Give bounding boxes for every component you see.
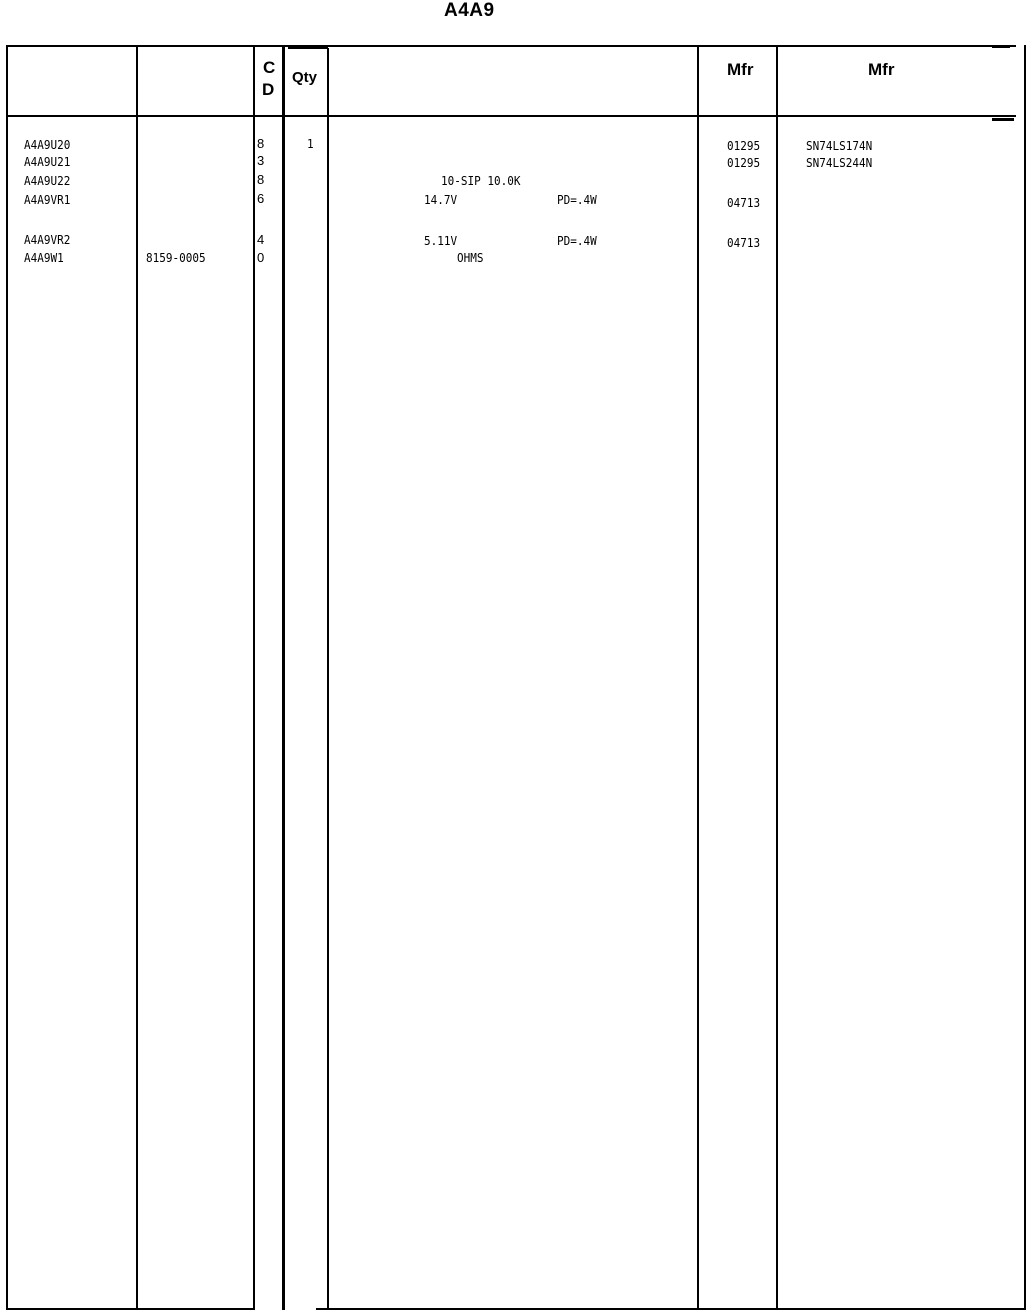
header-mfr-code: Mfr bbox=[727, 60, 754, 79]
part-number: 8159-0005 bbox=[146, 250, 206, 265]
check-digit: 6 bbox=[257, 191, 265, 206]
column-divider bbox=[253, 45, 255, 1310]
description: 5.11V bbox=[424, 233, 458, 248]
mfr-code: 04713 bbox=[727, 196, 761, 210]
top-rule bbox=[6, 45, 1016, 47]
description-detail: PD=.4W bbox=[557, 192, 597, 207]
column-divider bbox=[1024, 45, 1026, 1310]
column-divider bbox=[697, 45, 699, 1310]
mfr-part-number: SN74LS244N bbox=[806, 155, 873, 170]
description: 10-SIP 10.0K bbox=[441, 173, 521, 188]
bottom-rule-right bbox=[316, 1308, 1026, 1310]
header-right-tick bbox=[992, 118, 1014, 121]
mfr-code: 04713 bbox=[727, 236, 761, 250]
column-divider bbox=[327, 48, 329, 1310]
header-cd-d: D bbox=[262, 80, 275, 99]
description: 14.7V bbox=[424, 192, 458, 207]
column-divider bbox=[136, 45, 138, 1310]
reference-designator: A4A9W1 bbox=[24, 250, 64, 265]
check-digit: 8 bbox=[257, 172, 265, 187]
column-divider bbox=[6, 45, 8, 1310]
reference-designator: A4A9U20 bbox=[24, 137, 71, 152]
check-digit: 8 bbox=[257, 136, 265, 151]
header-mfr-part: Mfr bbox=[868, 60, 895, 79]
bottom-rule bbox=[6, 1308, 254, 1310]
reference-designator: A4A9VR2 bbox=[24, 232, 71, 247]
column-divider bbox=[776, 45, 778, 1310]
reference-designator: A4A9U21 bbox=[24, 154, 71, 169]
check-digit: 4 bbox=[257, 232, 265, 247]
column-divider bbox=[282, 45, 285, 1310]
reference-designator: A4A9VR1 bbox=[24, 192, 71, 207]
page-title: A4A9 bbox=[444, 0, 495, 21]
check-digit: 3 bbox=[257, 153, 265, 168]
reference-designator: A4A9U22 bbox=[24, 173, 71, 188]
top-right-tick bbox=[992, 45, 1010, 48]
header-qty: Qty bbox=[292, 69, 318, 86]
mfr-part-number: SN74LS174N bbox=[806, 138, 873, 153]
mfr-code: 01295 bbox=[727, 139, 761, 153]
qty-cell-border bbox=[288, 47, 328, 49]
description: OHMS bbox=[457, 250, 484, 265]
check-digit: 0 bbox=[257, 250, 265, 265]
description-detail: PD=.4W bbox=[557, 233, 597, 248]
mfr-code: 01295 bbox=[727, 156, 761, 170]
quantity: 1 bbox=[307, 136, 314, 151]
header-cd-c: C bbox=[263, 58, 276, 77]
header-rule bbox=[6, 115, 1016, 117]
